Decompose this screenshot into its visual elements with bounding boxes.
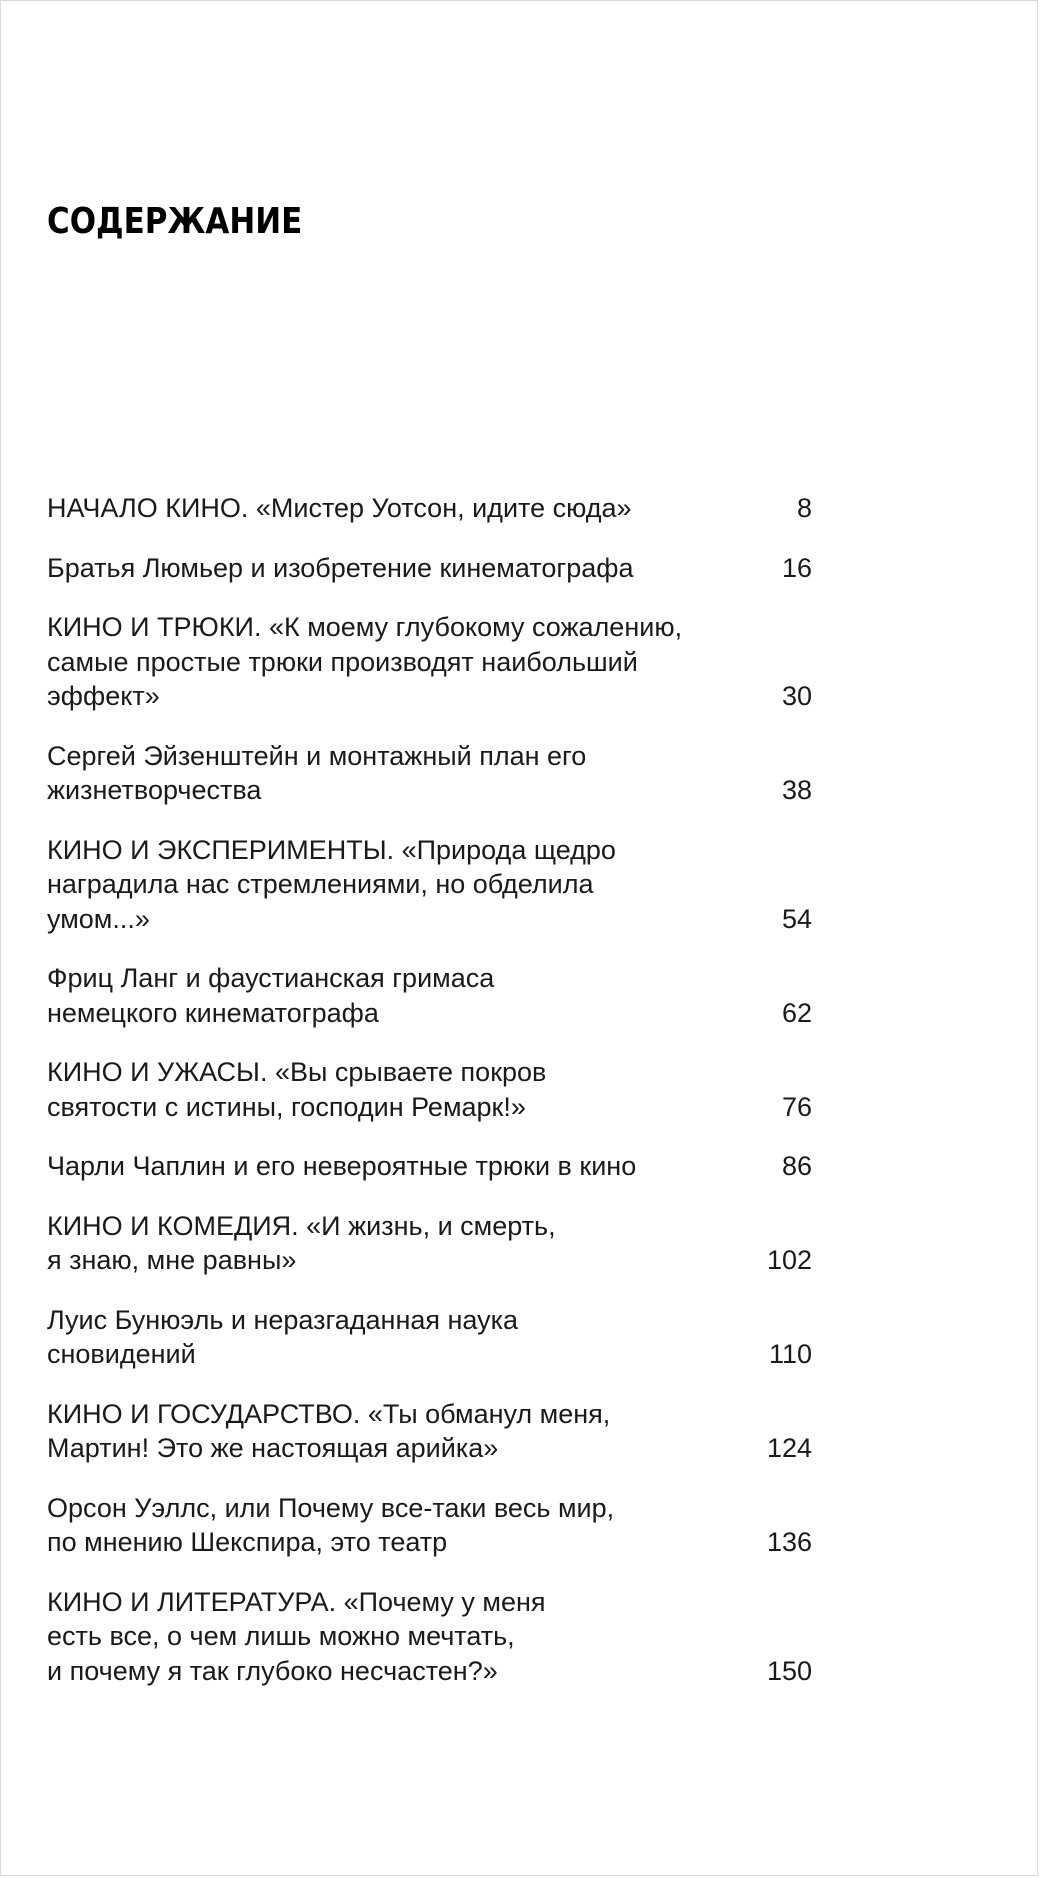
toc-entry-title: Сергей Эйзенштейн и монтажный план его жизнетворчества xyxy=(47,740,587,805)
toc-entry xyxy=(47,961,812,1030)
toc-entry-page: 86 xyxy=(781,1151,812,1181)
toc-entry xyxy=(47,491,812,526)
toc-entry-title: КИНО И УЖАСЫ. «Вы срываете покров святости с истины, господин Ремарк!» xyxy=(47,1057,547,1122)
toc-entry-page: 30 xyxy=(781,681,812,711)
toc-entry-title: Орсон Уэллс, или Почему все-таки весь мир, по мнению Шекспира, это театр xyxy=(47,1492,615,1557)
toc-entry xyxy=(47,1491,812,1560)
toc-entry-title: Чарли Чаплин и его невероятные трюки в кино xyxy=(47,1151,637,1181)
toc-entry-title: КИНО И ЛИТЕРАТУРА. «Почему у меня есть все, о чем лишь можно мечтать, и почему я так глубоко несчастен?» xyxy=(47,1586,546,1686)
toc-entry-title: КИНО И КОМЕДИЯ. «И жизнь, и смерть, я знаю, мне равны» xyxy=(47,1210,556,1275)
toc-entry-title: НАЧАЛО КИНО. «Мистер Уотсон, идите сюда» xyxy=(47,493,632,523)
toc-entry-title: КИНО И ТРЮКИ. «К моему глубокому сожалению, самые простые трюки производят наибольший эффект» xyxy=(47,612,683,711)
toc-entry-page: 136 xyxy=(766,1527,812,1557)
toc-entry-page: 150 xyxy=(766,1655,812,1686)
toc-entry xyxy=(47,1303,812,1372)
toc-entry-title: Луис Бунюэль и неразгаданная наука сновидений xyxy=(47,1304,519,1369)
toc-entry-title: Братья Люмьер и изобретение кинематографа xyxy=(47,552,634,583)
toc-entry-page: 16 xyxy=(781,552,812,583)
toc-entry xyxy=(47,610,812,714)
toc-entry-title: Фриц Ланг и фаустианская гримаса немецкого кинематографа xyxy=(47,963,495,1028)
toc-entry xyxy=(47,1209,812,1278)
toc-entry xyxy=(47,551,812,586)
toc-entry xyxy=(47,1055,812,1124)
toc-entry xyxy=(47,1585,812,1689)
toc-entry-title: КИНО И ГОСУДАРСТВО. «Ты обманул меня, Мартин! Это же настоящая арийка» xyxy=(47,1398,611,1463)
toc-entry-page: 110 xyxy=(768,1339,812,1369)
toc-entry xyxy=(47,833,812,937)
toc-entry-page: 38 xyxy=(781,775,812,805)
toc-entry-page: 8 xyxy=(796,493,812,523)
toc-entry-page: 62 xyxy=(781,997,812,1028)
toc-heading: СОДЕРЖАНИЕ xyxy=(47,201,303,242)
toc-entry-title: КИНО И ЭКСПЕРИМЕНТЫ. «Природа щедро наградила нас стремлениями, но обделила умом...» xyxy=(47,834,616,934)
toc-list xyxy=(47,491,812,1713)
toc-entry-page: 124 xyxy=(766,1433,812,1463)
toc-entry xyxy=(47,739,812,808)
toc-entry-page: 54 xyxy=(781,903,812,934)
toc-entry-page: 102 xyxy=(766,1245,812,1275)
toc-entry-page: 76 xyxy=(781,1091,812,1122)
toc-entry xyxy=(47,1397,812,1466)
toc-entry xyxy=(47,1149,812,1184)
